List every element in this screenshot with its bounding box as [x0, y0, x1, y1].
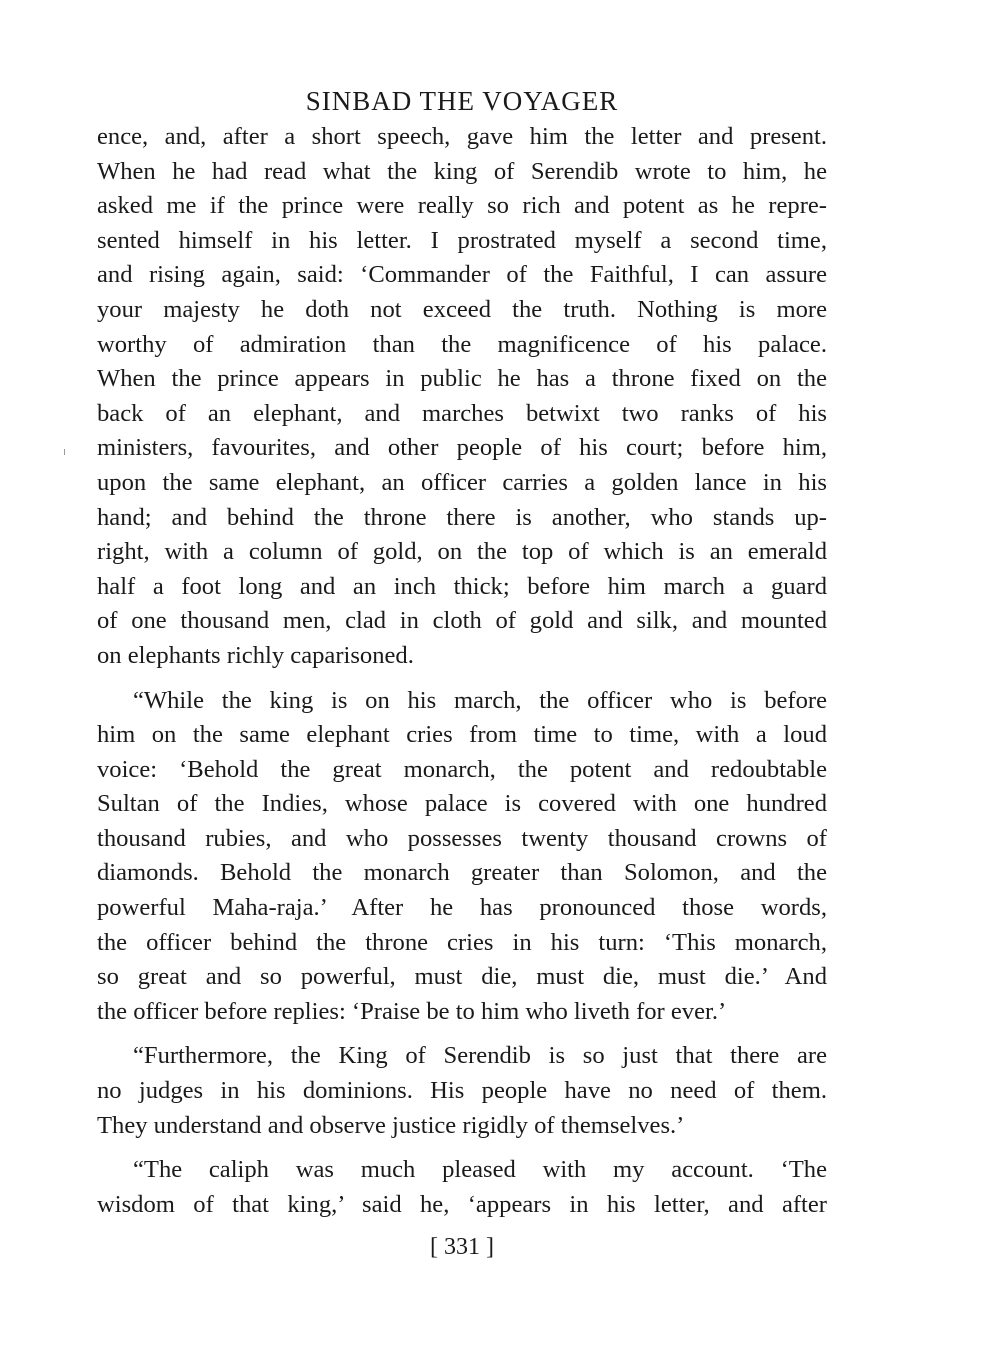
text-line: voice: ‘Behold the great monarch, the potent and redoubtable — [97, 755, 827, 783]
text-line: Sultan of the Indies, whose palace is covered with one hundred — [97, 790, 827, 818]
text-line: him on the same elephant cries from time to time, with a loud — [97, 721, 827, 749]
text-line: When the prince appears in public he has a throne fixed on the — [97, 365, 827, 393]
text-line: no judges in his dominions. His people have no need of them. — [97, 1077, 827, 1105]
text-line: hand; and behind the throne there is another, who stands up- — [97, 503, 827, 531]
text-line: “While the king is on his march, the officer who is before — [133, 686, 827, 714]
text-line: powerful Maha-raja.’ After he has pronounced those words, — [97, 894, 827, 922]
text-line: back of an elephant, and marches betwixt two ranks of his — [97, 399, 827, 427]
body-text — [97, 120, 827, 1222]
text-line: so great and so powerful, must die, must die, must die.’ And — [97, 963, 827, 991]
text-line: thousand rubies, and who possesses twenty thousand crowns of — [97, 824, 827, 852]
text-line: They understand and observe justice rigidly of themselves.’ — [97, 1111, 685, 1139]
text-line: upon the same elephant, an officer carries a golden lance in his — [97, 468, 827, 496]
text-line: “Furthermore, the King of Serendib is so just that there are — [133, 1042, 827, 1070]
margin-mark — [64, 449, 65, 455]
text-line: and rising again, said: ‘Commander of the Faithful, I can assure — [97, 261, 827, 289]
book-page — [97, 84, 827, 1262]
text-line: When he had read what the king of Serendib wrote to him, he — [97, 157, 827, 185]
paragraph — [97, 120, 827, 674]
text-line: your majesty he doth not exceed the truth. Nothing is more — [97, 295, 827, 323]
text-line: ence, and, after a short speech, gave him the letter and present. — [97, 123, 827, 150]
text-line: on elephants richly caparisoned. — [97, 641, 414, 669]
text-line: sented himself in his letter. I prostrated myself a second time, — [97, 226, 827, 254]
text-line: wisdom of that king,’ said he, ‘appears in his letter, and after — [97, 1190, 827, 1218]
running-head: SINBAD THE VOYAGER — [305, 86, 619, 116]
paragraph — [97, 1153, 827, 1222]
text-line: “The caliph was much pleased with my account. ‘The — [133, 1156, 827, 1184]
text-line: the officer before replies: ‘Praise be to him who liveth for ever.’ — [97, 997, 727, 1025]
text-line: half a foot long and an inch thick; before him march a guard — [97, 572, 827, 600]
text-line: the officer behind the throne cries in his turn: ‘This monarch, — [97, 928, 827, 956]
text-line: diamonds. Behold the monarch greater than Solomon, and the — [97, 859, 827, 887]
text-line: asked me if the prince were really so rich and potent as he repre- — [97, 192, 827, 220]
text-line: right, with a column of gold, on the top of which is an emerald — [97, 538, 827, 566]
paragraph — [97, 1039, 827, 1143]
paragraph — [97, 684, 827, 1030]
text-line: worthy of admiration than the magnificence of his palace. — [97, 330, 827, 358]
text-line: of one thousand men, clad in cloth of gold and silk, and mounted — [97, 607, 827, 635]
page-number: [ 331 ] — [430, 1234, 494, 1261]
text-line: ministers, favourites, and other people of his court; before him, — [97, 434, 827, 462]
